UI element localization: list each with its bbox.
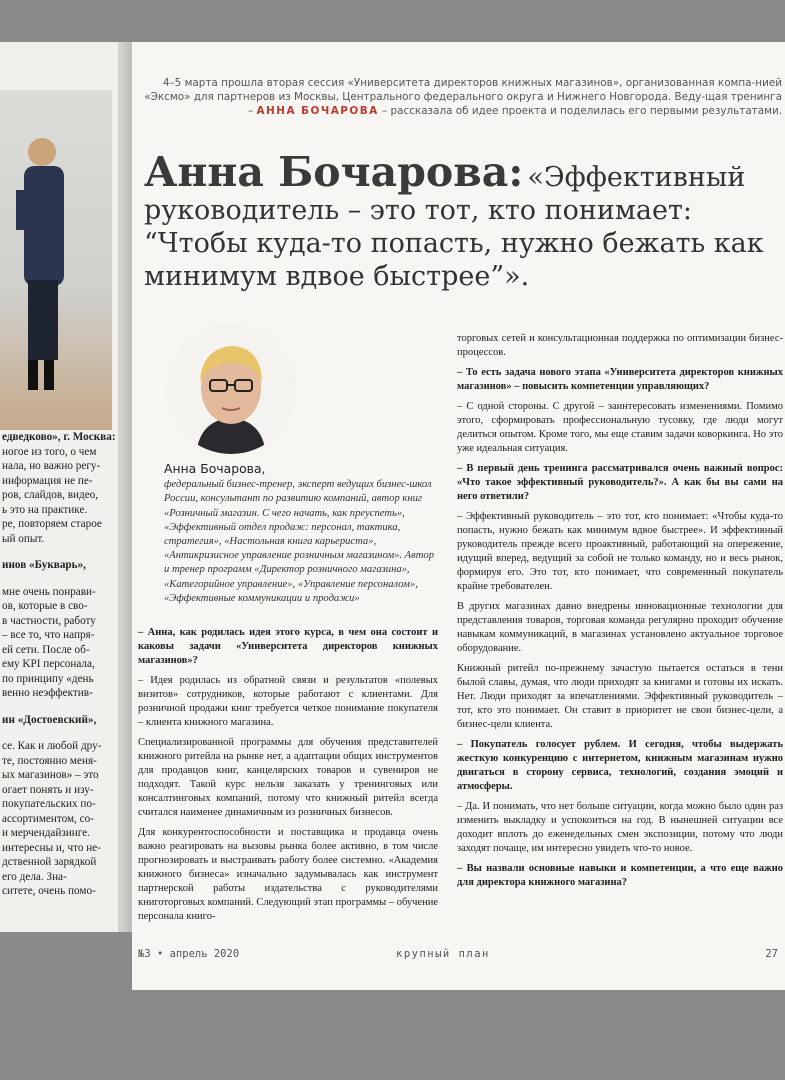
left-page-line: се. Как и любой дру- <box>2 740 102 752</box>
article-paragraph: торговых сетей и консультационная поддержка по оптимизации бизнес-процессов. <box>457 333 783 358</box>
article-headline <box>144 150 784 293</box>
left-page-line: огает понять и изу- <box>2 783 94 796</box>
article-paragraph: В других магазинах давно внедрены инновационные технологии для представления товаров, торговая команда регулярно проходит обучение навыкам коммуникаций, в магазинах установлено актуальное торговое оборудование. <box>457 601 783 654</box>
intro-author-name: АННА БОЧАРОВА <box>256 105 379 117</box>
left-page-line: ый опыт. <box>2 532 45 545</box>
article-column-1 <box>138 626 438 930</box>
bio-name: Анна Бочарова, <box>164 461 266 476</box>
page-number: 27 <box>765 948 778 960</box>
article-paragraph: Книжный ритейл по-прежнему зачастую пытается остаться в тени былой славы, думая, что люди приходят за книгами и готовы их искать. Нет. Люди приходят за впечатлениями. Эффективный руководитель – тот, кто это понимает. Он ставит в приоритет не свои бизнес-цели, а бизнес-цели клиента. <box>457 663 783 730</box>
left-page-line: мне очень понрави- <box>2 585 96 598</box>
article-paragraph: Специализированной программы для обучения представителей книжного ритейла на рынке нет, а адаптации общих инструментов для продавцов книг, канцелярских товаров и сувениров не подходят. Такой курс нельзя заказать у тренинговых или консалтинговых компаний, потому что книжный ритейл всегда считался наименее динамичным из розничных бизнесов. <box>138 737 438 818</box>
portrait-image <box>166 324 296 454</box>
article-paragraph: – Да. И понимать, что нет больше ситуации, когда можно было один раз изменить выкладку и успокоиться на год. В нынешней ситуации все доходит вплоть до еженедельных смен экспозиции, потому что люди заходят почаще, им интересно увидеть что-то новое. <box>457 801 783 854</box>
headline-quote: «Эффективный руководитель – это тот, кто понимает: “Чтобы куда-то попасть, нужно бежать как минимум вдвое быстрее”». <box>144 162 764 292</box>
left-page-line: едведково», г. Москва: <box>2 431 116 443</box>
left-page-line: ре, повторяем старое <box>2 518 102 530</box>
article-paragraph: – Вы назвали основные навыки и компетенции, а что еще важно для директора книжного магазина? <box>457 863 783 888</box>
footer-issue: №3 • апрель 2020 <box>138 948 240 960</box>
left-page-line: ситете, очень помо- <box>2 885 96 897</box>
intro-text-end: – рассказала об идее проекта и поделилась его первыми результатами. <box>382 105 782 117</box>
speaker-figure <box>6 130 64 400</box>
article-paragraph: – Эффективный руководитель – это тот, кто понимает: «Чтобы куда-то попасть, нужно бежать как минимум вдвое быстрее». И эффективный руководитель прежде всего проактивный, работающий на опережение, идущий вперед, ведущий за собой не только команду, но и весь рынок, формируя его. Это тот, кто понимает, что современный покупатель крайне требователен. <box>457 511 783 592</box>
left-page-line: те, постоянно меня- <box>2 754 97 767</box>
speaker-photo <box>0 90 112 430</box>
left-page-line: нала, но важно регу- <box>2 460 101 472</box>
left-page-line: и мерчендайзинге. <box>2 827 90 839</box>
right-page <box>132 42 785 990</box>
left-page-line: инов «Букварь», <box>2 559 86 571</box>
left-page-line: ассортиментом, со- <box>2 812 94 825</box>
left-page-line: ров, слайдов, видео, <box>2 489 99 501</box>
left-page-line: ему KPI персонала, <box>2 658 95 670</box>
headline-name: Анна Бочарова: <box>144 148 524 196</box>
article-column-2 <box>457 332 783 896</box>
intro-text-start: 4–5 марта прошла вторая сессия «Университета директоров книжных магазинов», организованная компа-нией «Эксмо» для партнеров из Москвы, Центрального федерального округа и Нижнего Новгорода. Веду-щая тренинга – <box>144 77 782 117</box>
left-page-line: информация не пе- <box>2 474 93 487</box>
article-paragraph: – Анна, как родилась идея этого курса, в чем она состоит и каковы задачи «Университета директоров книжных магазинов»? <box>138 627 438 666</box>
article-intro <box>142 76 782 118</box>
left-page-line: интересны и, что не- <box>2 841 101 854</box>
article-paragraph: Для конкурентоспособности и поставщика и продавца очень важно реагировать на вызовы рынка более активно, в том числе прогнозировать и выстраивать работу более системно. «Академия книжного бизнеса» изначально задумывалась как инструмент партнерской работы издательства с руководителями книготорговых компаний. Следующий этап программы – обучение персонала книго- <box>138 827 438 922</box>
article-paragraph: – С одной стороны. С другой – заинтересовать изменениями. Помимо этого, сформировать профессиональную тусовку, где люди могут делиться опытом. Кроме того, мы еще ставим задачи коворкинга. Но это уже идеальная ситуация. <box>457 401 783 454</box>
article-paragraph: – В первый день тренинга рассматривался очень важный вопрос: «Что такое эффективный руководитель?». А как бы вы сами на него ответили? <box>457 463 783 502</box>
article-paragraph: – То есть задача нового этапа «Университета директоров книжных магазинов» – повысить компетенции управляющих? <box>457 367 783 392</box>
left-page-line: в частности, работу <box>2 614 96 627</box>
left-page-line: покупательских по- <box>2 798 96 810</box>
article-paragraph: – Покупатель голосует рублем. И сегодня, чтобы выдержать жесткую конкуренцию с интернетом, книжным магазинам нужно двигаться в сторону сервиса, технологий, создания эмоций и атмосферы. <box>457 739 783 792</box>
left-page-line: ых магазинов» – это <box>2 769 99 781</box>
author-bio <box>164 462 434 606</box>
left-page-line: – все то, что напря- <box>2 629 95 641</box>
left-page-line: ов, которые в сво- <box>2 600 88 612</box>
left-page-line: по принципу «день <box>2 672 94 685</box>
left-page-line: ь это на практике. <box>2 503 88 516</box>
author-portrait <box>166 324 296 454</box>
bio-text: федеральный бизнес-тренер, эксперт ведущих бизнес-школ России, консультант по развитию компаний, автор книг «Розничный магазин. С чего начать, как преуспеть», «Эффективный отдел продаж: персонал, тактика, стратегия», «Настольная книга карьериста», «Антикризисное управление розничным магазином». Автор и тренер программ «Директор розничного магазина», «Категорийное управление», «Управление персоналом», «Эффективные коммуникации и продажи» <box>164 479 435 604</box>
left-page-line: ей сети. После об- <box>2 643 90 656</box>
article-paragraph: – Идея родилась из обратной связи и результатов «полевых визитов» сотрудников, которые работают с клиентами. Для розничной продажи книг требуется четкое понимание покупателя – клиента книжного магазина. <box>138 675 438 728</box>
footer-section: крупный план <box>396 948 490 960</box>
left-page-line: его дела. Зна- <box>2 870 67 883</box>
left-page-line: ногое из того, о чем <box>2 445 97 458</box>
left-page-line: венно неэффектив- <box>2 687 93 699</box>
left-page-line: дственной зарядкой <box>2 856 97 868</box>
left-page-line: ин «Достоевский», <box>2 713 97 726</box>
